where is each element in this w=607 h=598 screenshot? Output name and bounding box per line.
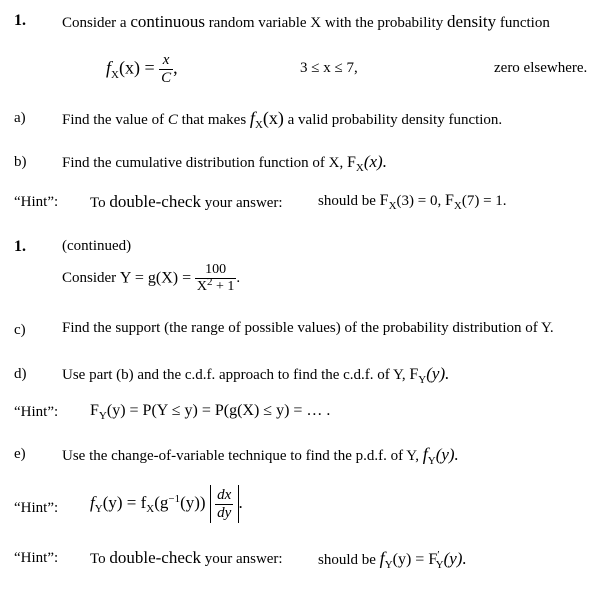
part-b-label: b) bbox=[14, 154, 27, 170]
problem-intro: Consider a continuous random variable X with the probability density function bbox=[62, 12, 550, 31]
hint-2-formula: $F_Y(y) = P(Y \le y) = P(g(X) \le y)$ = … . bbox=[90, 402, 331, 422]
hint-1-label: “Hint”: bbox=[14, 194, 59, 210]
cont-label: (continued) bbox=[62, 238, 132, 254]
hint-1-check: should be $F_X(3) = 0$, $F_X(7) = 1$. bbox=[318, 192, 507, 212]
cont-number: 1. bbox=[14, 238, 26, 255]
hint-4-text: To double-check your answer: bbox=[90, 548, 283, 567]
hint-3-label: “Hint”: bbox=[14, 500, 59, 516]
hint-2-label: “Hint”: bbox=[14, 404, 59, 420]
problem-number: 1. bbox=[14, 12, 26, 29]
part-d-label: d) bbox=[14, 366, 27, 382]
part-d-text: Use part (b) and the c.d.f. approach to find the c.d.f. of Y, $F_Y(y)$. bbox=[62, 364, 450, 386]
part-e-text: Use the change-of-variable technique to find the p.d.f. of Y, $f_Y(y)$. bbox=[62, 444, 459, 467]
part-c-text: Find the support (the range of possible values) of the probability distribution of Y. bbox=[62, 320, 554, 336]
part-a-text: Find the value of C that makes $f_X(x)$ a valid probability density function. bbox=[62, 108, 503, 131]
y-definition: Consider Y = g(X) = $\frac{100}{X^2 + 1}$ . bbox=[62, 262, 241, 294]
part-e-label: e) bbox=[14, 446, 26, 462]
part-b-text: Find the cumulative distribution function of X, $F_X(x)$. bbox=[62, 152, 387, 174]
part-c-label: c) bbox=[14, 322, 26, 338]
hint-3-formula: $f_Y(y) = f_X(g^{-1}(y))$ $\frac{dx}{dy}$ . bbox=[90, 485, 243, 523]
pdf-formula: $f_X(x)$ = $\frac{x}{C}$ , bbox=[106, 52, 178, 86]
part-a-label: a) bbox=[14, 110, 26, 126]
hint-1-text: To double-check your answer: bbox=[90, 192, 283, 211]
pdf-range: 3 ≤ x ≤ 7, bbox=[300, 60, 358, 76]
hint-4-label: “Hint”: bbox=[14, 550, 59, 566]
hint-4-check: should be $f_Y(y) = F'_Y(y)$. bbox=[318, 548, 467, 571]
pdf-else: zero elsewhere. bbox=[494, 60, 588, 76]
